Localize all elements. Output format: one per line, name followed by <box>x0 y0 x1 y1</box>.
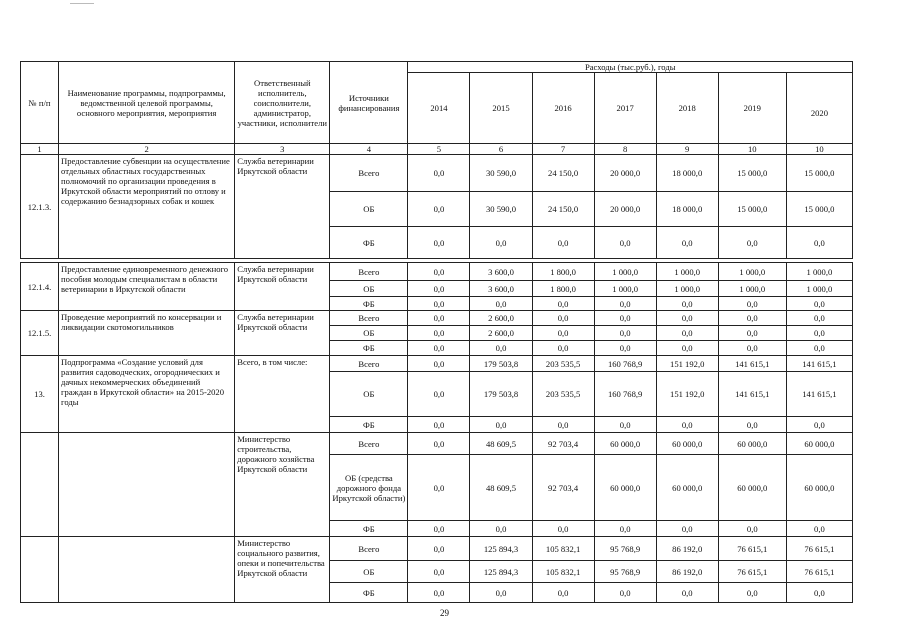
value-cell: 0,0 <box>470 297 532 311</box>
table-row <box>21 433 853 455</box>
value-cell: 1 800,0 <box>532 281 594 297</box>
empty-name-cell <box>59 433 235 537</box>
value-cell: 0,0 <box>656 326 718 341</box>
value-cell: 15 000,0 <box>786 192 852 227</box>
value-cell: 0,0 <box>718 417 786 433</box>
value-cell: 0,0 <box>408 521 470 537</box>
value-cell: 160 768,9 <box>594 372 656 417</box>
value-cell: 0,0 <box>408 455 470 521</box>
value-cell: 0,0 <box>594 227 656 259</box>
value-cell: 1 000,0 <box>594 281 656 297</box>
row-number: 12.1.3. <box>21 155 59 259</box>
value-cell: 0,0 <box>656 521 718 537</box>
value-cell: 0,0 <box>532 326 594 341</box>
row-responsible: Служба ветеринарии Иркутской области <box>235 311 330 356</box>
value-cell: 86 192,0 <box>656 537 718 561</box>
value-cell: 0,0 <box>786 417 852 433</box>
value-cell: 105 832,1 <box>532 561 594 583</box>
value-cell: 60 000,0 <box>594 433 656 455</box>
table-row <box>21 311 853 326</box>
funding-source: Всего <box>330 356 408 372</box>
value-cell: 18 000,0 <box>656 192 718 227</box>
header-expenses: Расходы (тыс.руб.), годы <box>408 62 853 73</box>
value-cell: 0,0 <box>532 417 594 433</box>
value-cell: 1 000,0 <box>786 281 852 297</box>
value-cell: 0,0 <box>718 311 786 326</box>
value-cell: 0,0 <box>408 561 470 583</box>
value-cell: 0,0 <box>408 326 470 341</box>
value-cell: 95 768,9 <box>594 537 656 561</box>
value-cell: 2 600,0 <box>470 311 532 326</box>
value-cell: 0,0 <box>532 583 594 603</box>
value-cell: 76 615,1 <box>786 561 852 583</box>
value-cell: 141 615,1 <box>786 356 852 372</box>
column-number: 5 <box>408 144 470 155</box>
funding-source: ОБ <box>330 281 408 297</box>
row-number: 12.1.5. <box>21 311 59 356</box>
value-cell: 0,0 <box>470 583 532 603</box>
value-cell: 0,0 <box>786 521 852 537</box>
value-cell: 0,0 <box>470 341 532 356</box>
value-cell: 0,0 <box>594 297 656 311</box>
page-number: 29 <box>440 608 449 618</box>
value-cell: 1 000,0 <box>718 263 786 281</box>
value-cell: 0,0 <box>786 341 852 356</box>
value-cell: 0,0 <box>532 521 594 537</box>
table-row <box>21 356 853 372</box>
value-cell: 179 503,8 <box>470 372 532 417</box>
value-cell: 1 800,0 <box>532 263 594 281</box>
value-cell: 30 590,0 <box>470 192 532 227</box>
funding-source: Всего <box>330 311 408 326</box>
value-cell: 15 000,0 <box>718 155 786 192</box>
value-cell: 92 703,4 <box>532 433 594 455</box>
value-cell: 0,0 <box>594 583 656 603</box>
funding-source: Всего <box>330 537 408 561</box>
value-cell: 0,0 <box>408 192 470 227</box>
value-cell: 60 000,0 <box>656 433 718 455</box>
value-cell: 2 600,0 <box>470 326 532 341</box>
value-cell: 0,0 <box>656 297 718 311</box>
value-cell: 0,0 <box>594 521 656 537</box>
row-responsible: Всего, в том числе: <box>235 356 330 433</box>
header-col-name: Наименование программы, подпрограммы, ведомственной целевой программы, основного мероприятия, мероприятия <box>59 62 235 144</box>
value-cell: 179 503,8 <box>470 356 532 372</box>
value-cell: 0,0 <box>786 583 852 603</box>
funding-table <box>20 61 853 603</box>
row-name: Предоставление единовременного денежного пособия молодым специалистам в области ветеринарии в Иркутской области <box>59 263 235 311</box>
value-cell: 0,0 <box>656 227 718 259</box>
row-number: 13. <box>21 356 59 433</box>
value-cell: 1 000,0 <box>786 263 852 281</box>
funding-source: ОБ <box>330 326 408 341</box>
value-cell: 20 000,0 <box>594 192 656 227</box>
funding-source: Всего <box>330 263 408 281</box>
funding-source: ФБ <box>330 227 408 259</box>
value-cell: 0,0 <box>718 521 786 537</box>
value-cell: 0,0 <box>470 521 532 537</box>
value-cell: 95 768,9 <box>594 561 656 583</box>
scan-mark <box>70 3 94 4</box>
value-cell: 30 590,0 <box>470 155 532 192</box>
value-cell: 18 000,0 <box>656 155 718 192</box>
header-year: 2019 <box>718 73 786 144</box>
column-number: 8 <box>594 144 656 155</box>
empty-number-cell <box>21 433 59 537</box>
column-number: 6 <box>470 144 532 155</box>
value-cell: 60 000,0 <box>718 455 786 521</box>
funding-source: ФБ <box>330 341 408 356</box>
value-cell: 0,0 <box>532 227 594 259</box>
value-cell: 3 600,0 <box>470 263 532 281</box>
value-cell: 141 615,1 <box>786 372 852 417</box>
value-cell: 0,0 <box>532 311 594 326</box>
value-cell: 1 000,0 <box>594 263 656 281</box>
funding-source: ОБ <box>330 372 408 417</box>
value-cell: 48 609,5 <box>470 433 532 455</box>
header-year: 2017 <box>594 73 656 144</box>
value-cell: 76 615,1 <box>786 537 852 561</box>
column-number: 10 <box>786 144 852 155</box>
funding-table-page <box>20 61 853 603</box>
funding-source: ОБ <box>330 192 408 227</box>
value-cell: 0,0 <box>408 433 470 455</box>
row-responsible: Министерство строительства, дорожного хозяйства Иркутской области <box>235 433 330 537</box>
value-cell: 0,0 <box>594 326 656 341</box>
value-cell: 0,0 <box>786 326 852 341</box>
value-cell: 0,0 <box>718 297 786 311</box>
value-cell: 0,0 <box>594 417 656 433</box>
row-name: Предоставление субвенции на осуществление отдельных областных государственных полномочий по организации проведения в Иркутской области мероприятий по отлову и содержанию безнадзорных собак и кошек <box>59 155 235 259</box>
value-cell: 24 150,0 <box>532 192 594 227</box>
value-cell: 0,0 <box>408 281 470 297</box>
value-cell: 0,0 <box>408 227 470 259</box>
value-cell: 0,0 <box>718 326 786 341</box>
value-cell: 0,0 <box>470 417 532 433</box>
value-cell: 0,0 <box>532 297 594 311</box>
value-cell: 1 000,0 <box>718 281 786 297</box>
row-number: 12.1.4. <box>21 263 59 311</box>
value-cell: 0,0 <box>408 372 470 417</box>
value-cell: 105 832,1 <box>532 537 594 561</box>
funding-source: Всего <box>330 433 408 455</box>
value-cell: 76 615,1 <box>718 537 786 561</box>
value-cell: 15 000,0 <box>786 155 852 192</box>
row-responsible: Служба ветеринарии Иркутской области <box>235 263 330 311</box>
empty-number-cell <box>21 537 59 603</box>
value-cell: 3 600,0 <box>470 281 532 297</box>
row-name: Подпрограмма «Создание условий для развития садоводческих, огороднических и дачных некоммерческих объединений граждан в Иркутской области» на 2015-2020 годы <box>59 356 235 433</box>
header-col-source: Источники финансирования <box>330 62 408 144</box>
header-year: 2020 <box>786 73 852 144</box>
funding-source: ОБ <box>330 561 408 583</box>
column-number: 9 <box>656 144 718 155</box>
value-cell: 0,0 <box>718 341 786 356</box>
table-row <box>21 155 853 192</box>
column-number: 3 <box>235 144 330 155</box>
value-cell: 15 000,0 <box>718 192 786 227</box>
value-cell: 86 192,0 <box>656 561 718 583</box>
value-cell: 160 768,9 <box>594 356 656 372</box>
funding-source: ФБ <box>330 297 408 311</box>
value-cell: 60 000,0 <box>594 455 656 521</box>
value-cell: 0,0 <box>656 311 718 326</box>
value-cell: 0,0 <box>656 583 718 603</box>
value-cell: 76 615,1 <box>718 561 786 583</box>
row-name: Проведение мероприятий по консервации и ликвидации скотомогильников <box>59 311 235 356</box>
value-cell: 203 535,5 <box>532 372 594 417</box>
value-cell: 151 192,0 <box>656 356 718 372</box>
column-number: 2 <box>59 144 235 155</box>
column-number: 4 <box>330 144 408 155</box>
row-responsible: Министерство социального развития, опеки и попечительства Иркутской области <box>235 537 330 603</box>
value-cell: 0,0 <box>786 227 852 259</box>
table-row <box>21 263 853 281</box>
column-number: 7 <box>532 144 594 155</box>
value-cell: 1 000,0 <box>656 281 718 297</box>
value-cell: 203 535,5 <box>532 356 594 372</box>
value-cell: 60 000,0 <box>786 455 852 521</box>
value-cell: 0,0 <box>408 311 470 326</box>
value-cell: 0,0 <box>408 263 470 281</box>
value-cell: 48 609,5 <box>470 455 532 521</box>
value-cell: 0,0 <box>408 417 470 433</box>
value-cell: 151 192,0 <box>656 372 718 417</box>
empty-name-cell <box>59 537 235 603</box>
value-cell: 0,0 <box>408 356 470 372</box>
value-cell: 92 703,4 <box>532 455 594 521</box>
value-cell: 60 000,0 <box>786 433 852 455</box>
value-cell: 0,0 <box>408 155 470 192</box>
value-cell: 0,0 <box>786 311 852 326</box>
column-number: 1 <box>21 144 59 155</box>
value-cell: 0,0 <box>718 583 786 603</box>
value-cell: 60 000,0 <box>718 433 786 455</box>
value-cell: 125 894,3 <box>470 537 532 561</box>
value-cell: 141 615,1 <box>718 372 786 417</box>
value-cell: 0,0 <box>594 341 656 356</box>
value-cell: 60 000,0 <box>656 455 718 521</box>
value-cell: 141 615,1 <box>718 356 786 372</box>
funding-source: ОБ (средства дорожного фонда Иркутской области) <box>330 455 408 521</box>
value-cell: 0,0 <box>656 341 718 356</box>
header-col-responsible: Ответственный исполнитель, соисполнители, администратор, участники, исполнители <box>235 62 330 144</box>
value-cell: 0,0 <box>594 311 656 326</box>
column-number: 10 <box>718 144 786 155</box>
value-cell: 0,0 <box>470 227 532 259</box>
value-cell: 0,0 <box>408 583 470 603</box>
funding-source: Всего <box>330 155 408 192</box>
funding-source: ФБ <box>330 521 408 537</box>
value-cell: 125 894,3 <box>470 561 532 583</box>
value-cell: 0,0 <box>408 297 470 311</box>
value-cell: 0,0 <box>718 227 786 259</box>
value-cell: 0,0 <box>408 537 470 561</box>
row-responsible: Служба ветеринарии Иркутской области <box>235 155 330 259</box>
header-year: 2014 <box>408 73 470 144</box>
header-col-no: № п/п <box>21 62 59 144</box>
value-cell: 1 000,0 <box>656 263 718 281</box>
table-row <box>21 537 853 561</box>
value-cell: 0,0 <box>408 341 470 356</box>
header-year: 2015 <box>470 73 532 144</box>
funding-source: ФБ <box>330 417 408 433</box>
value-cell: 24 150,0 <box>532 155 594 192</box>
header-year: 2018 <box>656 73 718 144</box>
funding-source: ФБ <box>330 583 408 603</box>
header-year: 2016 <box>532 73 594 144</box>
value-cell: 0,0 <box>656 417 718 433</box>
value-cell: 0,0 <box>532 341 594 356</box>
value-cell: 20 000,0 <box>594 155 656 192</box>
value-cell: 0,0 <box>786 297 852 311</box>
